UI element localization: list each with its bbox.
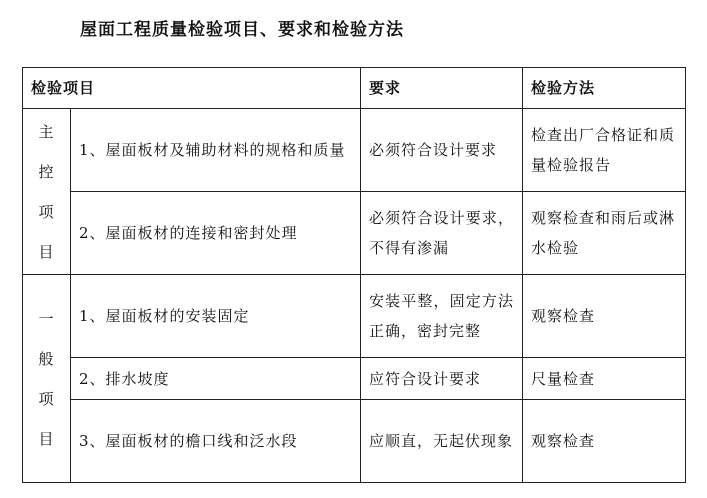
item-cell: 2、排水坡度 [71,358,361,400]
header-inspection-item: 检验项目 [23,68,361,109]
item-cell: 2、屋面板材的连接和密封处理 [71,192,361,275]
category-char: 项 [38,389,55,408]
table-row [23,358,686,400]
requirement-cell: 必须符合设计要求，不得有渗漏 [361,192,523,275]
table-row [23,192,686,275]
requirement-cell: 应符合设计要求 [361,358,523,400]
category-general [23,275,71,483]
table-row [23,109,686,192]
method-cell: 检查出厂合格证和质量检验报告 [523,109,686,192]
category-char: 控 [38,162,55,181]
table-header-row [23,68,686,109]
method-cell: 观察检查 [523,275,686,358]
requirement-cell: 安装平整，固定方法正确，密封完整 [361,275,523,358]
requirement-cell: 应顺直，无起伏现象 [361,400,523,483]
category-char: 般 [38,349,55,368]
method-cell: 尺量检查 [523,358,686,400]
table-row [23,400,686,483]
requirement-cell: 必须符合设计要求 [361,109,523,192]
header-requirement: 要求 [361,68,523,109]
method-cell: 观察检查 [523,400,686,483]
category-main-control [23,109,71,275]
item-cell: 1、屋面板材及辅助材料的规格和质量 [71,109,361,192]
method-cell: 观察检查和雨后或淋水检验 [523,192,686,275]
category-char: 目 [38,429,55,448]
category-char: 主 [38,122,55,141]
category-char: 一 [38,309,55,328]
table-row [23,275,686,358]
header-inspection-method: 检验方法 [523,68,686,109]
document-title: 屋面工程质量检验项目、要求和检验方法 [80,20,404,40]
category-char: 目 [38,242,55,261]
category-char: 项 [38,202,55,221]
item-cell: 1、屋面板材的安装固定 [71,275,361,358]
inspection-table [22,67,686,483]
item-cell: 3、屋面板材的檐口线和泛水段 [71,400,361,483]
